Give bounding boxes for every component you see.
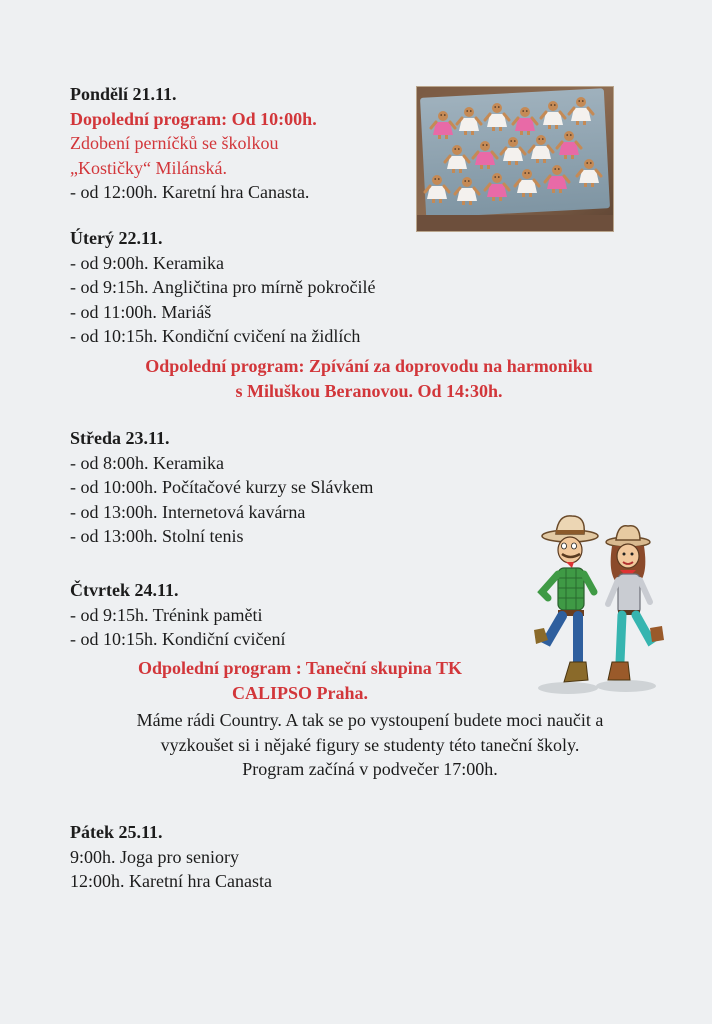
wednesday-item-1: - od 8:00h. Keramika (70, 452, 224, 473)
friday-item-2: 12:00h. Karetní hra Canasta (70, 871, 272, 891)
thursday-item-2: - od 10:15h. Kondiční cvičení (70, 629, 286, 649)
wednesday-item-2: - od 10:00h. Počítačové kurzy se Slávkem (70, 477, 374, 497)
wednesday-item-4: - od 13:00h. Stolní tenis (70, 526, 244, 546)
friday-item-1: 9:00h. Joga pro seniory (70, 846, 239, 867)
monday-section (70, 82, 317, 205)
thursday-heading: Čtvrtek 24.11. (70, 580, 179, 600)
friday-heading: Pátek 25.11. (70, 822, 163, 842)
thursday-afternoon-line1: Odpolední program : Taneční skupina TK (138, 658, 462, 678)
thursday-desc-line1: Máme rádi Country. A tak se po vystoupení budete moci naučit a (136, 710, 604, 730)
gingerbread-cookies-photo (416, 86, 614, 232)
tuesday-item-3: - od 11:00h. Mariáš (70, 301, 212, 322)
thursday-description (0, 708, 712, 782)
tuesday-heading: Úterý 22.11. (70, 228, 163, 248)
tuesday-item-4: - od 10:15h. Kondiční cvičení na židlích (70, 326, 361, 346)
wednesday-section (70, 426, 373, 549)
thursday-section (70, 578, 285, 652)
tuesday-section (70, 226, 375, 349)
tuesday-item-2: - od 9:15h. Angličtina pro mírně pokročilé (70, 277, 376, 297)
monday-item-1: - od 12:00h. Karetní hra Canasta. (70, 182, 310, 202)
tuesday-item-1: - od 9:00h. Keramika (70, 252, 224, 273)
monday-program-title: Dopolední program: Od 10:00h. (70, 108, 317, 129)
tuesday-afternoon-program (0, 354, 712, 403)
thursday-desc-line2: vyzkoušet si i nějaké figury se studenty této taneční školy. (160, 734, 580, 755)
monday-program-line1: Zdobení perníčků se školkou (70, 133, 279, 153)
wednesday-heading: Středa 23.11. (70, 428, 170, 448)
tuesday-afternoon-line2: s Miluškou Beranovou. Od 14:30h. (235, 380, 503, 401)
monday-program-line2: „Kostičky“ Milánská. (70, 157, 227, 178)
thursday-afternoon-program (0, 656, 600, 705)
thursday-desc-line3: Program začíná v podvečer 17:00h. (242, 759, 498, 779)
thursday-item-1: - od 9:15h. Trénink paměti (70, 604, 263, 625)
wednesday-item-3: - od 13:00h. Internetová kavárna (70, 501, 306, 522)
gingerbread-cookies-icon (417, 87, 613, 231)
friday-section (70, 820, 272, 894)
monday-heading: Pondělí 21.11. (70, 84, 177, 104)
thursday-afternoon-line2: CALIPSO Praha. (231, 682, 368, 703)
tuesday-afternoon-line1: Odpolední program: Zpívání za doprovodu na harmoniku (145, 356, 593, 376)
